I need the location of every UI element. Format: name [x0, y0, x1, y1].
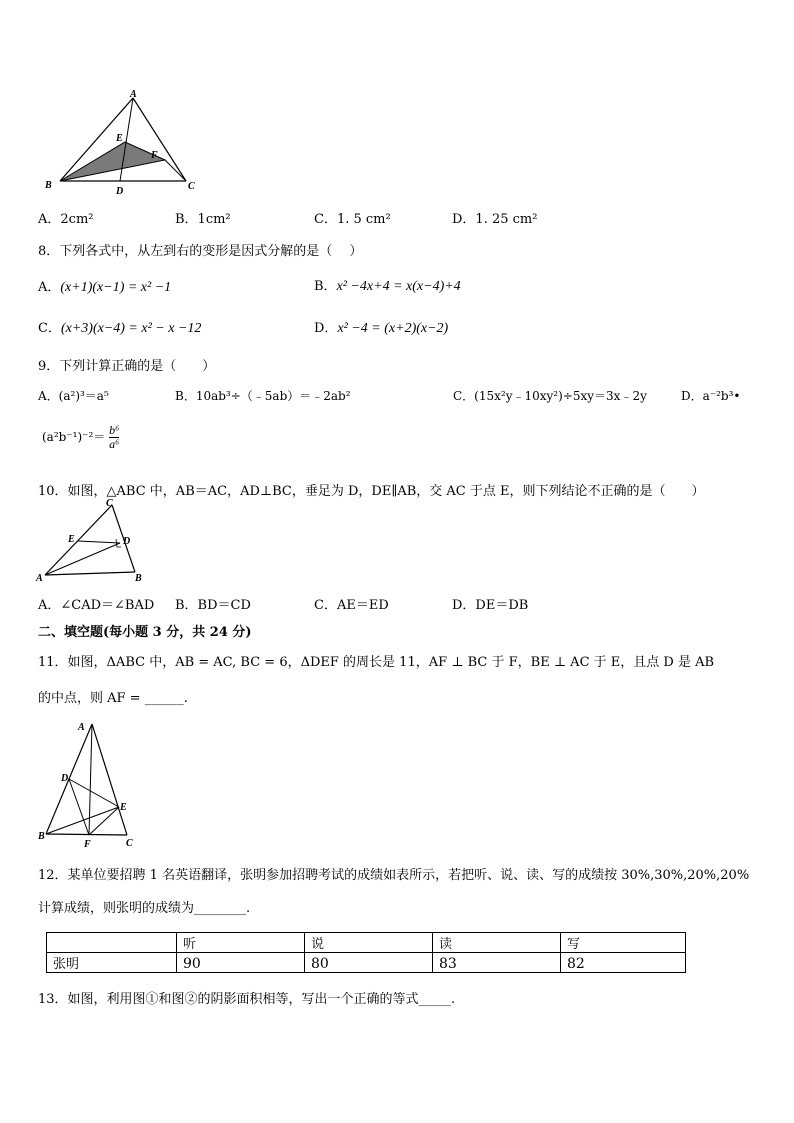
q11-label-c: C [126, 838, 133, 849]
q11-label-d: D [61, 773, 69, 784]
q7-option-d: D．1. 25 cm² [452, 212, 538, 227]
table-header-row [47, 933, 686, 953]
q12-line1: 12．某单位要招聘 1 名英语翻译，张明参加招聘考试的成绩如表所示，若把听、说、读、写的成绩按 30%,30%,20%,20% [38, 868, 750, 883]
q8-option-b [314, 275, 461, 295]
q8-option-d-letter: D． [314, 321, 338, 336]
q9-option-b: B．10ab³÷（﹣5ab）＝﹣2ab² [175, 389, 351, 403]
q9-stem: 9．下列计算正确的是（ ） [38, 359, 216, 374]
q8-option-a [38, 276, 171, 296]
q10-option-b: B．BD＝CD [175, 598, 251, 613]
q12-line2: 计算成绩，则张明的成绩为________. [38, 901, 251, 916]
q9-d-fraction-den: a⁶ [109, 437, 120, 451]
table-cell: 80 [305, 953, 433, 973]
section-title: 二、填空题(每小题 3 分，共 24 分) [38, 625, 252, 640]
q8-option-b-letter: B． [314, 279, 337, 294]
table-cell: 90 [177, 953, 305, 973]
q10-label-d: D [123, 536, 131, 547]
table-cell: 张明 [47, 953, 177, 973]
q7-option-b: B．1cm² [175, 212, 231, 227]
table-header-cell: 听 [177, 933, 305, 953]
q11-label-b: B [38, 831, 45, 842]
q10-option-d: D．DE＝DB [452, 598, 529, 613]
table-header-cell: 说 [305, 933, 433, 953]
table-cell: 83 [433, 953, 561, 973]
q8-option-d-math: x² −4 = (x+2)(x−2) [337, 321, 449, 336]
q8-option-b-math: x² −4x+4 = x(x−4)+4 [336, 279, 461, 294]
q7-label-c: C [188, 181, 195, 192]
q10-label-e: E [68, 534, 75, 545]
q9-option-c: C．(15x²y﹣10xy²)÷5xy＝3x﹣2y [453, 389, 647, 403]
q10-label-b: B [135, 573, 142, 584]
q12-score-table [46, 932, 686, 973]
q7-label-f: F [151, 150, 158, 161]
q7-option-c: C．1. 5 cm² [314, 212, 391, 227]
q8-option-a-math: (x+1)(x−1) = x² −1 [60, 280, 172, 295]
table-cell: 82 [561, 953, 686, 973]
q7-figure [40, 90, 210, 200]
q7-label-a: A [130, 90, 137, 100]
q7-option-a: A．2cm² [38, 212, 94, 227]
table-header-cell: 读 [433, 933, 561, 953]
q7-shaded-triangle [60, 142, 165, 181]
q7-label-b: B [45, 180, 52, 191]
q10-label-c: C [106, 498, 113, 509]
q9-option-a: A．(a²)³＝a⁵ [38, 389, 109, 403]
q13-stem: 13．如图，利用图①和图②的阴影面积相等，写出一个正确的等式_____. [38, 992, 456, 1007]
q11-figure [34, 717, 144, 852]
table-row [47, 953, 686, 973]
q9-d-fraction-num: b⁶ [109, 423, 120, 437]
q11-line2: 的中点，则 AF = ______. [38, 691, 188, 706]
q8-option-c-math: (x+3)(x−4) = x² − x −12 [60, 321, 202, 336]
q8-option-c-letter: C． [38, 321, 61, 336]
q9-option-d-continued [42, 424, 119, 451]
q11-label-f: F [84, 839, 91, 850]
q11-label-e: E [120, 802, 127, 813]
q11-label-a: A [78, 722, 85, 733]
q9-option-d: D．a⁻²b³• [681, 389, 741, 403]
q7-label-d: D [116, 186, 124, 197]
q10-option-a: A．∠CAD＝∠BAD [38, 598, 155, 613]
q7-label-e: E [116, 133, 123, 144]
q10-stem: 10．如图，△ABC 中，AB＝AC，AD⊥BC，垂足为 D，DE∥AB，交 AC 于点 E，则下列结论不正确的是（ ） [38, 484, 705, 499]
q9-d-cont: (a²b⁻¹)⁻²＝ [42, 430, 106, 444]
q9-d-fraction [109, 424, 119, 451]
q10-figure [34, 497, 149, 587]
q11-line1: 11．如图，ΔABC 中，AB = AC, BC = 6，ΔDEF 的周长是 11，AF ⊥ BC 于 F，BE ⊥ AC 于 E，且点 D 是 AB [38, 655, 715, 670]
q10-label-a: A [36, 573, 43, 584]
q8-option-c [38, 317, 201, 337]
q10-option-c: C．AE＝ED [314, 598, 389, 613]
q8-option-d [314, 317, 448, 337]
q8-stem: 8．下列各式中，从左到右的变形是因式分解的是（ ） [38, 244, 363, 259]
table-header-cell: 写 [561, 933, 686, 953]
table-header-cell [47, 933, 177, 953]
q8-option-a-letter: A． [38, 280, 61, 295]
